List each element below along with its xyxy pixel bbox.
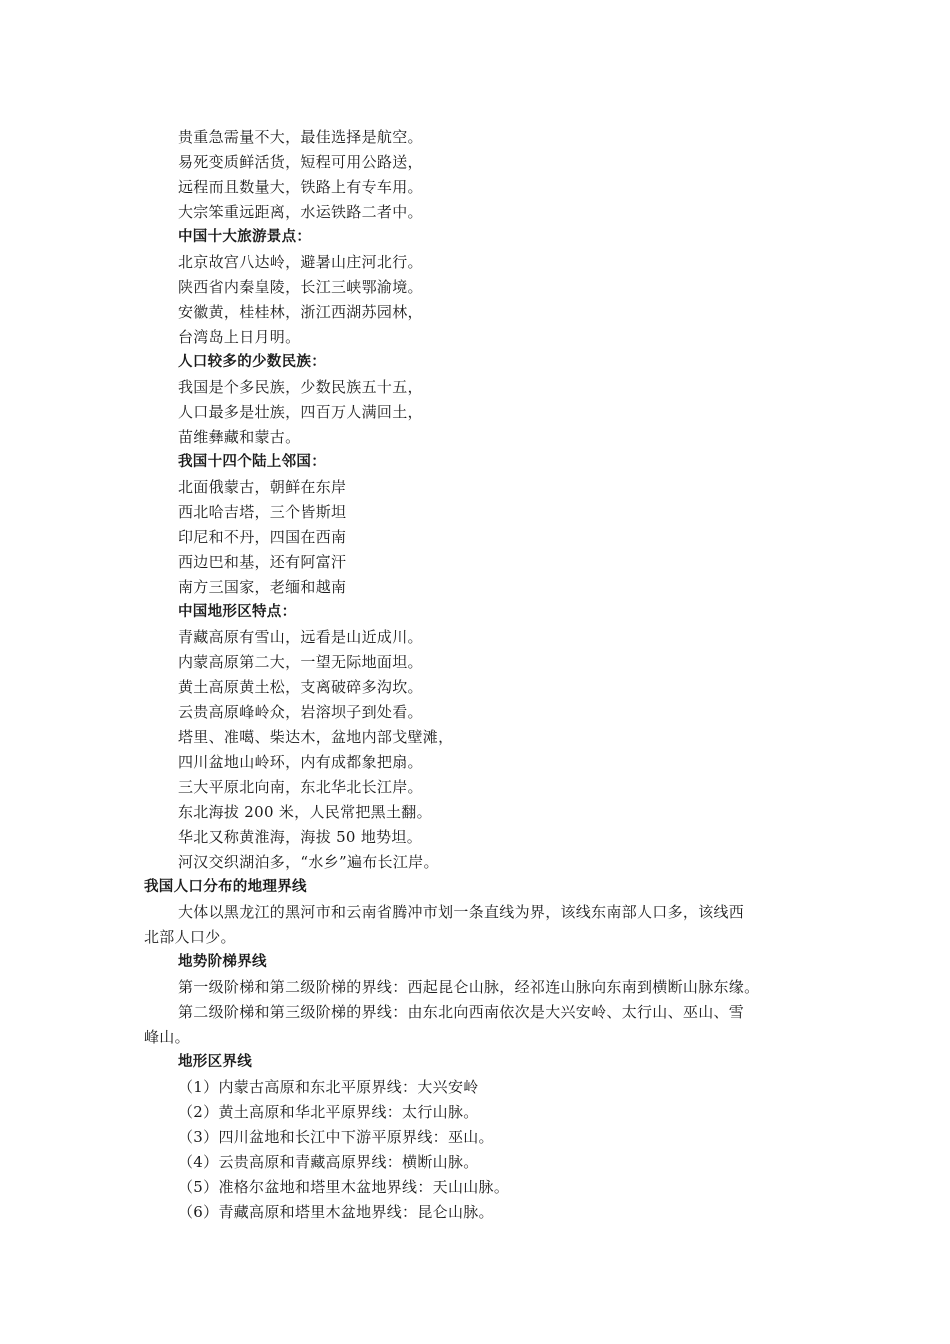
verse-line: 东北海拔 200 米，人民常把黑土翻。 <box>178 803 432 821</box>
paragraph-line: 大体以黑龙江的黑河市和云南省腾冲市划一条直线为界，该线东南部人口多，该线西 <box>178 903 745 921</box>
verse-line: 四川盆地山岭环，内有成都象把扇。 <box>178 753 423 771</box>
section-heading-population-line: 我国人口分布的地理界线 <box>144 879 307 895</box>
verse-line: 苗维彝藏和蒙古。 <box>178 428 301 446</box>
verse-line: 贵重急需量不大，最佳选择是航空。 <box>178 128 423 146</box>
verse-line: 河汉交织湖泊多，“水乡”遍布长江岸。 <box>178 853 439 871</box>
verse-line: 塔里、准噶、柴达木，盆地内部戈壁滩， <box>178 728 454 746</box>
verse-line: 陕西省内秦皇陵，长江三峡鄂渝境。 <box>178 278 423 296</box>
section-heading-region-boundaries: 地形区界线 <box>178 1054 252 1070</box>
verse-line: 内蒙高原第二大，一望无际地面坦。 <box>178 653 423 671</box>
verse-line: 北面俄蒙古，朝鲜在东岸 <box>178 478 347 496</box>
verse-line: 黄土高原黄土松，支离破碎多沟坎。 <box>178 678 423 696</box>
verse-line: 安徽黄，桂桂林，浙江西湖苏园林， <box>178 303 423 321</box>
list-item: （4）云贵高原和青藏高原界线：横断山脉。 <box>178 1153 479 1171</box>
verse-line: 大宗笨重远距离，水运铁路二者中。 <box>178 203 423 221</box>
verse-line: 青藏高原有雪山，远看是山近成川。 <box>178 628 423 646</box>
paragraph-line: 峰山。 <box>144 1028 190 1046</box>
list-item: （1）内蒙古高原和东北平原界线：大兴安岭 <box>178 1078 479 1096</box>
verse-line: 台湾岛上日月明。 <box>178 328 301 346</box>
list-item: （6）青藏高原和塔里木盆地界线：昆仑山脉。 <box>178 1203 494 1221</box>
paragraph-line: 北部人口少。 <box>144 928 236 946</box>
verse-line: 云贵高原峰岭众，岩溶坝子到处看。 <box>178 703 423 721</box>
section-heading-terrain: 中国地形区特点： <box>178 604 297 620</box>
paragraph-line: 第二级阶梯和第三级阶梯的界线：由东北向西南依次是大兴安岭、太行山、巫山、雪 <box>178 1003 745 1021</box>
section-heading-neighbors: 我国十四个陆上邻国： <box>178 454 326 470</box>
verse-line: 人口最多是壮族，四百万人满回土， <box>178 403 423 421</box>
verse-line: 三大平原北向南，东北华北长江岸。 <box>178 778 423 796</box>
verse-line: 印尼和不丹，四国在西南 <box>178 528 347 546</box>
paragraph-line: 第一级阶梯和第二级阶梯的界线：西起昆仑山脉，经祁连山脉向东南到横断山脉东缘。 <box>178 978 760 996</box>
verse-line: 西北哈吉塔，三个皆斯坦 <box>178 503 347 521</box>
section-heading-minorities: 人口较多的少数民族： <box>178 354 326 370</box>
verse-line: 西边巴和基，还有阿富汗 <box>178 553 347 571</box>
verse-line: 南方三国家，老缅和越南 <box>178 578 347 596</box>
verse-line: 易死变质鲜活货，短程可用公路送， <box>178 153 423 171</box>
section-heading-tourism: 中国十大旅游景点： <box>178 229 312 245</box>
verse-line: 华北又称黄淮海，海拔 50 地势坦。 <box>178 828 423 846</box>
section-heading-terrain-steps: 地势阶梯界线 <box>178 954 267 970</box>
verse-line: 远程而且数量大，铁路上有专车用。 <box>178 178 423 196</box>
verse-line: 北京故宫八达岭，避暑山庄河北行。 <box>178 253 423 271</box>
verse-line: 我国是个多民族，少数民族五十五， <box>178 378 423 396</box>
list-item: （2）黄土高原和华北平原界线：太行山脉。 <box>178 1103 479 1121</box>
list-item: （3）四川盆地和长江中下游平原界线：巫山。 <box>178 1128 494 1146</box>
list-item: （5）准格尔盆地和塔里木盆地界线：天山山脉。 <box>178 1178 510 1196</box>
